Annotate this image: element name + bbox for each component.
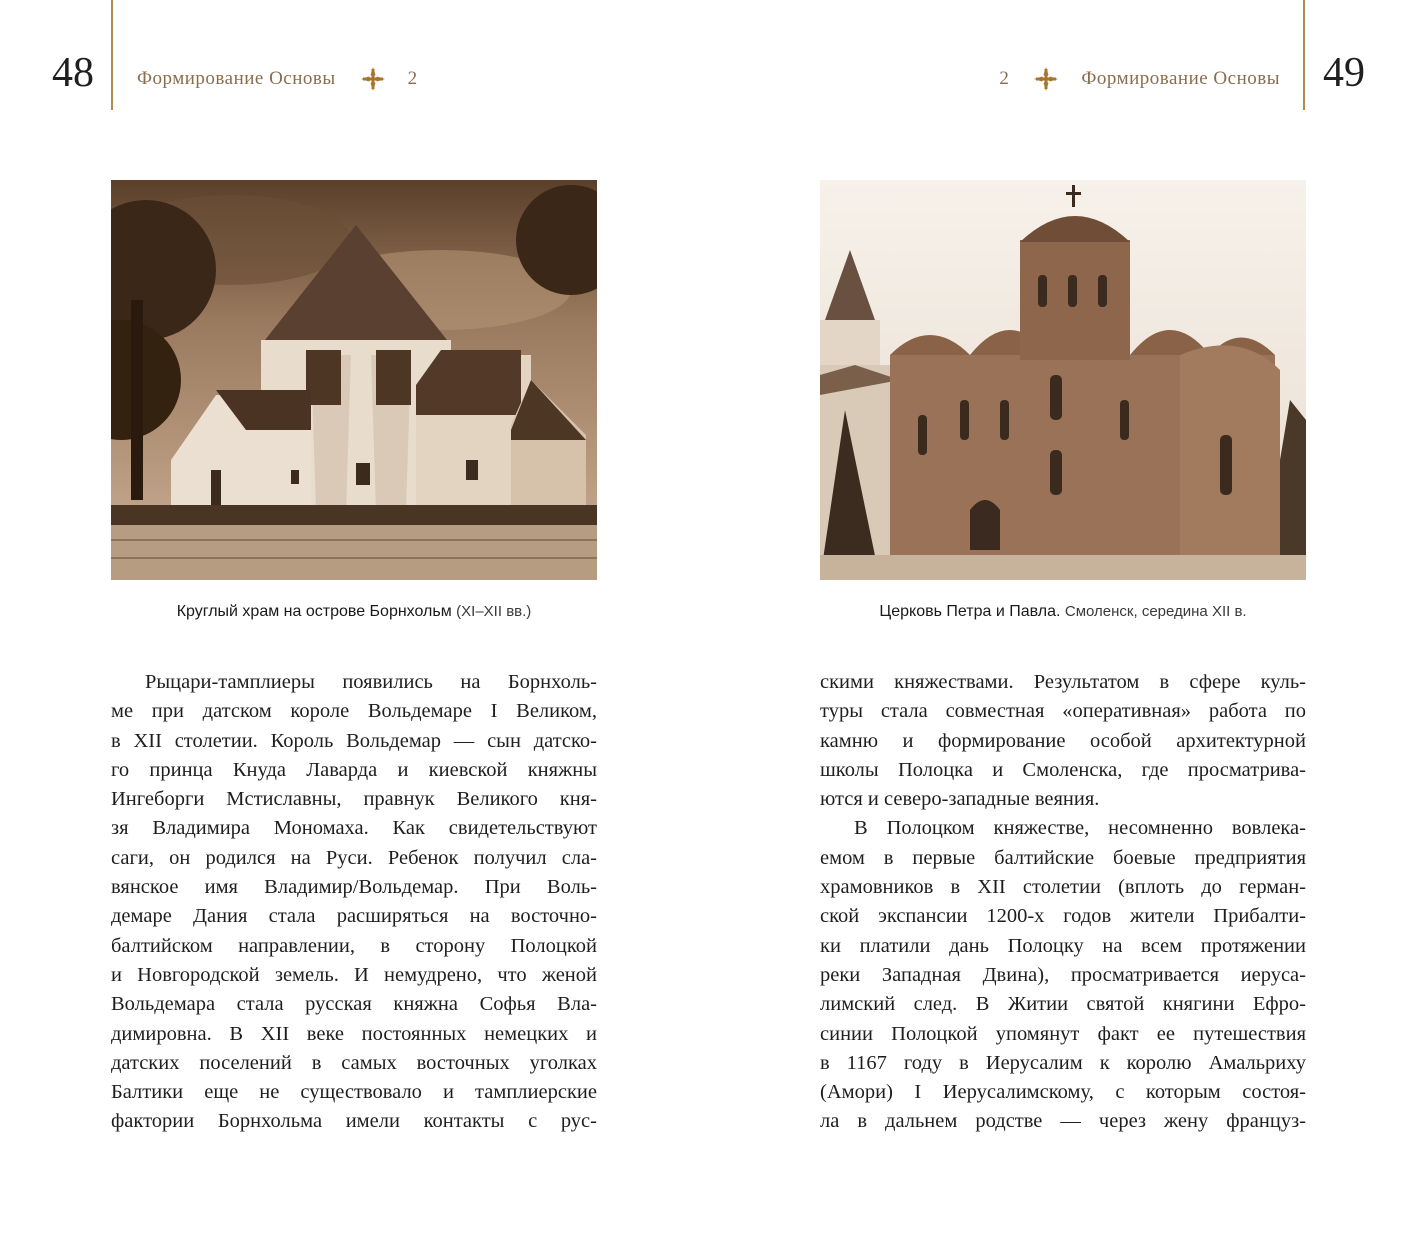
running-head-title: Формирование Основы [1081,68,1280,89]
church-peter-paul-photo [820,180,1306,580]
chapter-number: 2 [407,68,418,89]
text-line: ла в дальнем родстве — через жену француз- [820,1110,1306,1133]
text-line: го принца Кнуда Лаварда и киевской княжны [111,758,597,781]
text-line: Вольдемара стала русская княжна Софья Вла- [111,993,597,1016]
text-line: скими княжествами. Результатом в сфере куль- [820,671,1306,693]
running-head [999,66,1280,92]
text-line: саги, он родился на Руси. Ребенок получил сла- [111,846,597,869]
text-line: храмовников в XII столетии (вплоть до герман- [820,876,1306,899]
running-head [137,66,418,92]
templar-cross-icon [360,66,386,92]
text-line: вянское имя Владимир/Вольдемар. При Воль- [111,876,597,899]
text-line: Рыцари-тамплиеры появились на Борнхоль- [145,671,597,693]
body-text [820,668,1306,1137]
text-line: балтийском направлении, в сторону Полоцкой [111,934,597,957]
text-line: димировна. В XII веке постоянных немецких и [111,1022,597,1045]
text-line: демаре Дания стала расширяться на восточно- [111,905,597,928]
page-number: 49 [1323,50,1365,96]
text-line: ской экспансии 1200-х годов жители Прибалти- [820,905,1306,928]
text-line: в XII столетии. Король Вольдемар — сын датско- [111,729,597,752]
templar-cross-icon [1033,66,1059,92]
figure-caption [111,603,597,621]
text-line: ме при датском короле Вольдемаре I Великом, [111,700,597,723]
caption-note: (XI–XII вв.) [456,603,532,620]
text-line: и Новгородской земель. И немудрено, что женой [111,963,597,986]
text-line: фактории Борнхольма имели контакты с рус- [111,1110,597,1133]
header-rule [1303,0,1305,110]
running-head-title: Формирование Основы [137,68,336,89]
caption-title: Круглый храм на острове Борнхольм [176,603,452,620]
text-line: в 1167 году в Иерусалим к королю Амальриху [820,1051,1306,1074]
bornholm-round-church-photo [111,180,597,580]
left-page [0,0,708,1240]
right-page [709,0,1417,1240]
text-line: емом в первые балтийские боевые предприятия [820,846,1306,869]
header-rule [111,0,113,110]
text-line: синии Полоцкой упомянут факт ее путешествия [820,1022,1306,1045]
text-line: Ингеборги Мстиславны, правнук Великого кня- [111,788,597,811]
text-line: зя Владимира Мономаха. Как свидетельствуют [111,817,597,840]
figure-caption [820,603,1306,621]
text-line: (Амори) I Иерусалимскому, с которым состоя- [820,1081,1306,1104]
text-line: ки платили дань Полоцку на всем протяжении [820,934,1306,957]
chapter-number: 2 [999,68,1010,89]
text-line: камню и формирование особой архитектурной [820,729,1306,752]
text-line: туры стала совместная «оперативная» работа по [820,700,1306,723]
body-text [111,668,597,1137]
text-line: В Полоцком княжестве, несомненно вовлека- [854,817,1306,840]
text-line: школы Полоцка и Смоленска, где просматрива- [820,758,1306,781]
text-line: лимский след. В Житии святой княгини Ефро- [820,993,1306,1016]
text-line: датских поселений в самых восточных уголках [111,1051,597,1074]
page-number: 48 [52,50,94,96]
text-line: ются и северо-западные веяния. [820,788,1100,811]
text-line: Балтики еще не существовало и тамплиерские [111,1081,597,1104]
caption-note: Смоленск, середина XII в. [1064,603,1247,620]
caption-title: Церковь Петра и Павла. [879,603,1061,620]
text-line: реки Западная Двина), просматривается иерусa- [820,963,1306,986]
